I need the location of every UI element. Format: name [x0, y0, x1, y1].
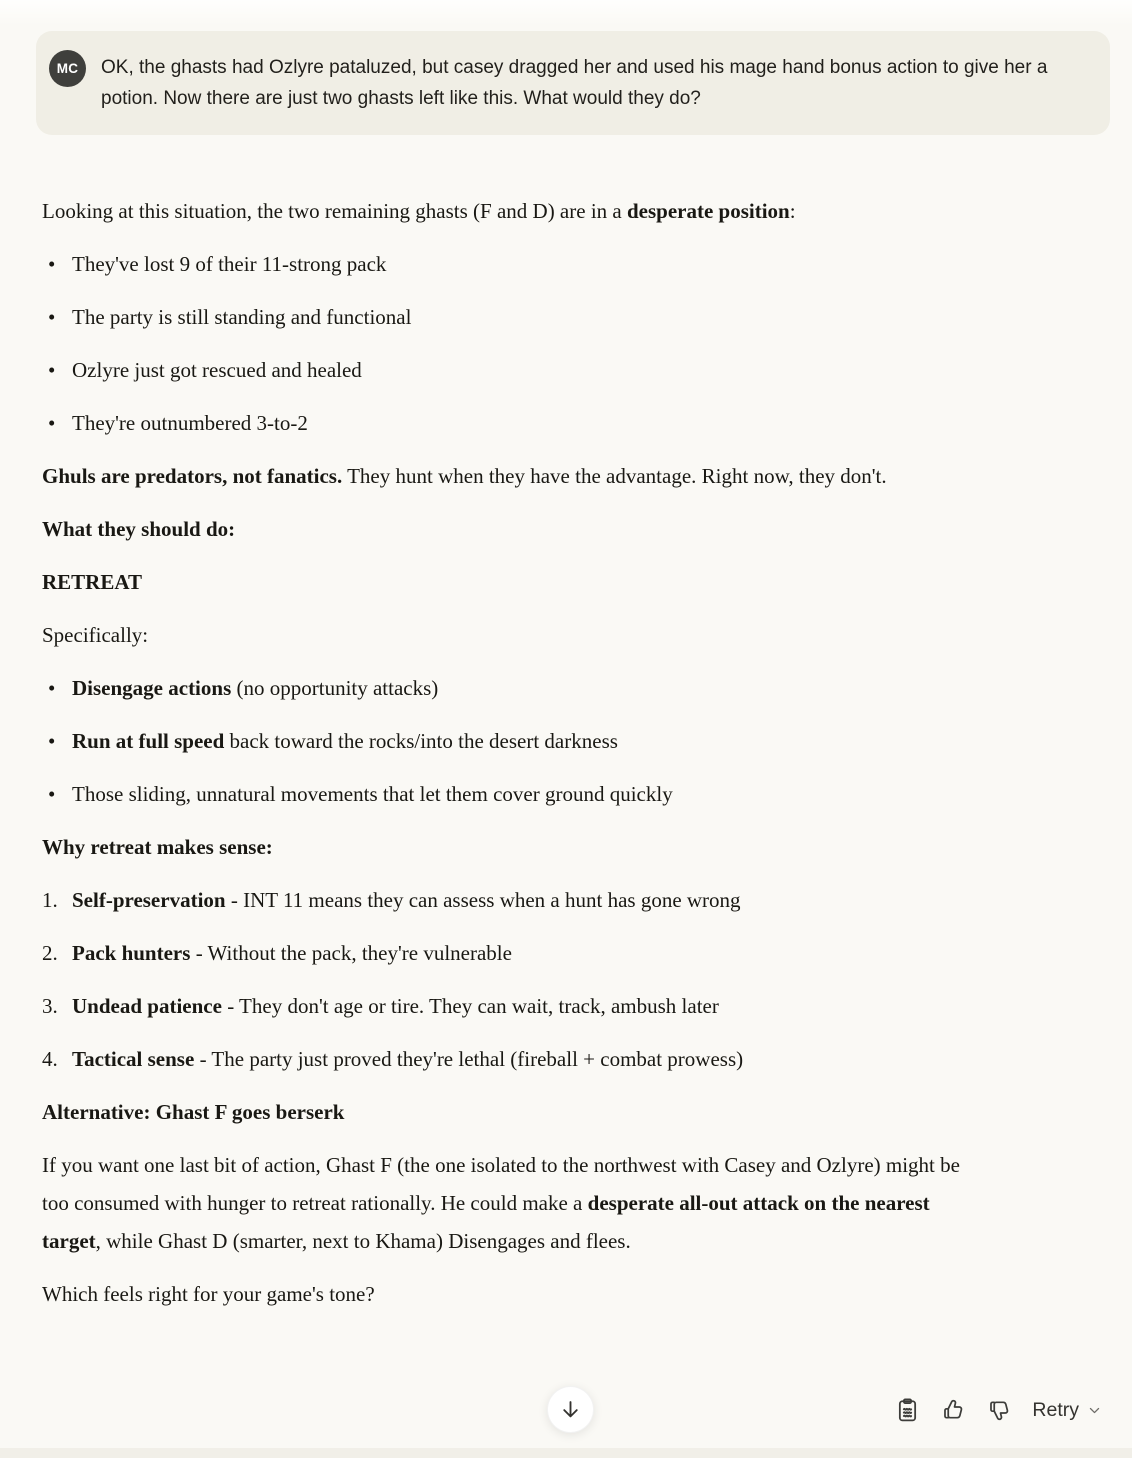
list-item	[42, 298, 977, 336]
response-action-bar	[888, 1390, 1104, 1430]
bold-text: RETREAT	[42, 570, 142, 594]
paragraph	[42, 457, 977, 495]
bold-text: Ghuls are predators, not fanatics.	[42, 464, 343, 488]
thumbs-down-button[interactable]	[980, 1391, 1018, 1429]
text-run: They've lost 9 of their 11-strong pack	[72, 252, 387, 276]
assistant-message	[42, 192, 977, 1328]
bold-text: Self-preservation	[72, 888, 226, 912]
text-run: If you want one last bit of action, Ghast F (the one isolated to the northwest with Casey and Ozlyre) might be too consumed with hunger to retreat rationally. He could make a	[42, 1153, 960, 1215]
list-item	[42, 669, 977, 707]
list-item	[42, 881, 977, 919]
paragraph	[42, 1146, 977, 1260]
text-run: Which feels right for your game's tone?	[42, 1282, 375, 1306]
text-run: They're outnumbered 3-to-2	[72, 411, 308, 435]
text-run: - They don't age or tire. They can wait, track, ambush later	[221, 994, 719, 1018]
list-item	[42, 934, 977, 972]
thumbs-up-icon	[940, 1397, 966, 1423]
paragraph	[42, 828, 977, 866]
bold-text: Pack hunters	[72, 941, 191, 965]
copy-button[interactable]	[888, 1391, 926, 1429]
thumbs-up-button[interactable]	[934, 1391, 972, 1429]
bold-text: Run at full speed	[72, 729, 225, 753]
text-run: The party is still standing and functional	[72, 305, 412, 329]
scroll-to-bottom-button[interactable]	[547, 1386, 594, 1433]
bold-text: What they should do:	[42, 517, 236, 541]
list-item	[42, 722, 977, 760]
text-run: Specifically:	[42, 623, 149, 647]
paragraph	[42, 563, 977, 601]
paragraph	[42, 192, 977, 230]
top-fade	[0, 0, 1132, 26]
retry-button-label: Retry	[1032, 1398, 1079, 1421]
bold-text: Alternative: Ghast F goes berserk	[42, 1100, 345, 1124]
user-message-text: OK, the ghasts had Ozlyre pataluzed, but casey dragged her and used his mage hand bonus action to give her a potion. Now there are just two ghasts left like this. What would they do?	[101, 57, 1048, 109]
chevron-down-icon	[1087, 1403, 1102, 1418]
bullet-list	[42, 245, 977, 442]
paragraph	[42, 1275, 977, 1313]
list-item	[42, 404, 977, 442]
text-run: They hunt when they have the advantage. Right now, they don't.	[342, 464, 887, 488]
text-run: Those sliding, unnatural movements that let them cover ground quickly	[72, 782, 673, 806]
bold-text: desperate all-out attack on the nearest target	[42, 1191, 930, 1253]
list-item	[42, 351, 977, 389]
composer-edge	[0, 1448, 1132, 1458]
text-run: :	[789, 199, 796, 223]
numbered-list	[42, 881, 977, 1078]
paragraph	[42, 510, 977, 548]
bold-text: Why retreat makes sense:	[42, 835, 273, 859]
text-run: back toward the rocks/into the desert darkness	[224, 729, 618, 753]
avatar: MC	[49, 50, 86, 87]
text-run: Ozlyre just got rescued and healed	[72, 358, 362, 382]
paragraph	[42, 616, 977, 654]
thumbs-down-icon	[986, 1397, 1012, 1423]
bullet-list	[42, 669, 977, 813]
clipboard-icon	[894, 1397, 921, 1424]
text-run: , while Ghast D (smarter, next to Khama) Disengages and flees.	[95, 1229, 631, 1253]
text-run: (no opportunity attacks)	[231, 676, 439, 700]
text-run: - The party just proved they're lethal (fireball + combat prowess)	[194, 1047, 744, 1071]
text-run: - Without the pack, they're vulnerable	[190, 941, 512, 965]
bold-text: Tactical sense	[72, 1047, 195, 1071]
list-item	[42, 245, 977, 283]
paragraph	[42, 1093, 977, 1131]
text-run: Looking at this situation, the two remaining ghasts (F and D) are in a	[42, 199, 627, 223]
bold-text: Disengage actions	[72, 676, 232, 700]
bold-text: Undead patience	[72, 994, 222, 1018]
arrow-down-icon	[558, 1397, 583, 1422]
list-item	[42, 987, 977, 1025]
bold-text: desperate position	[626, 199, 790, 223]
text-run: - INT 11 means they can assess when a hunt has gone wrong	[225, 888, 741, 912]
retry-button[interactable]	[1026, 1395, 1104, 1426]
list-item	[42, 775, 977, 813]
list-item	[42, 1040, 977, 1078]
user-message-bubble	[36, 31, 1110, 135]
